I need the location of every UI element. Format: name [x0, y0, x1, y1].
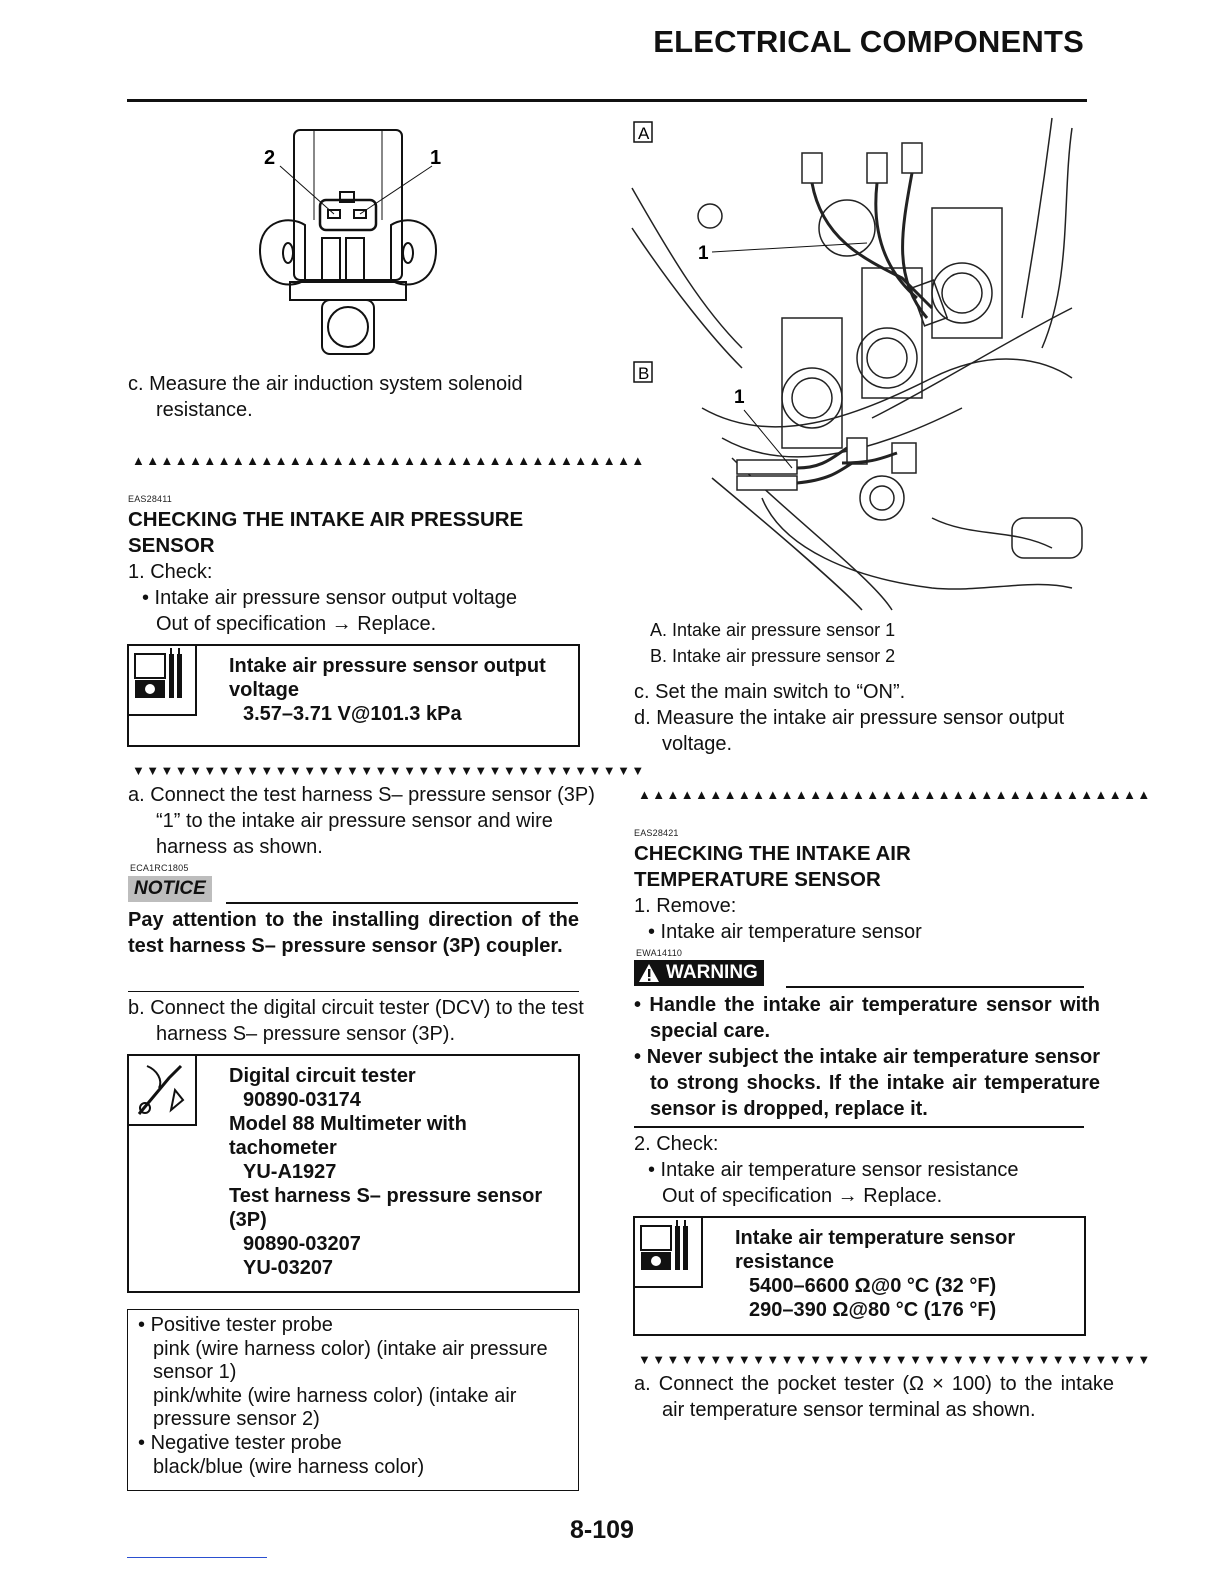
figure-label-a: A [638, 124, 650, 143]
negative-probe: • Negative tester probe [138, 1431, 342, 1454]
tool-3-number-2: YU-03207 [243, 1257, 334, 1279]
step-a-left: a. Connect the test harness S– pressure sensor (3P) “1” to the intake air pressure sensor and wire harness as shown. [128, 784, 595, 858]
tool-3-number-1: 90890-03207 [243, 1233, 361, 1255]
check-step-2: 2. Check: [634, 1133, 719, 1155]
tool-3-name: Test harness S– pressure sensor (3P) [229, 1185, 543, 1231]
procedure-marker: ▼▼▼▼▼▼▼▼▼▼▼▼▼▼▼▼▼▼▼▼▼▼▼▼▼▼▼▼▼▼▼▼▼▼▼▼ [132, 763, 646, 778]
negative-probe-1: black/blue (wire harness color) [153, 1455, 425, 1478]
tool-2-number: YU-A1927 [243, 1161, 337, 1183]
check-bullet: • Intake air pressure sensor output voltage [142, 587, 517, 609]
section-code-right: EAS28421 [634, 828, 679, 838]
tester-icon [635, 1218, 703, 1288]
caption-b: B. Intake air pressure sensor 2 [650, 646, 896, 666]
spec-2-value-2: 290–390 Ω@80 °C (176 °F) [749, 1299, 997, 1321]
notice-end-rule [128, 991, 579, 992]
callout-1-upper: 1 [698, 243, 709, 264]
caption-a: A. Intake air pressure sensor 1 [650, 620, 896, 640]
check-bullet-sub: Out of specification → Replace. [156, 613, 437, 635]
warning-end-rule [634, 1126, 1084, 1128]
tester-icon [129, 646, 197, 716]
tool-2-name: Model 88 Multimeter with tachometer [229, 1113, 467, 1159]
probe-info-box [127, 1309, 579, 1491]
section-heading-intake-air-pressure: CHECKING THE INTAKE AIR PRESSURE SENSOR [128, 508, 524, 557]
positive-probe: • Positive tester probe [138, 1314, 333, 1336]
positive-probe-1: pink (wire harness color) (intake air pressure sensor 1) [153, 1337, 548, 1384]
section-start-marker: ▲▲▲▲▲▲▲▲▲▲▲▲▲▲▲▲▲▲▲▲▲▲▲▲▲▲▲▲▲▲▲▲▲▲▲▲ [132, 453, 646, 468]
footer-rule [127, 1557, 267, 1558]
remove-step: 1. Remove: [634, 895, 737, 917]
notice-rule [226, 902, 578, 904]
tool-icon [129, 1056, 197, 1126]
spec-2-value-1: 5400–6600 Ω@0 °C (32 °F) [749, 1275, 997, 1297]
section-code: EAS28411 [128, 494, 172, 504]
step-d-right: d. Measure the intake air pressure sensor output voltage. [634, 707, 1065, 755]
tool-1-name: Digital circuit tester [229, 1065, 416, 1087]
warning-item-1: • Handle the intake air temperature sensor with special care. [634, 994, 1100, 1042]
callout-1-lower: 1 [734, 387, 745, 408]
intake-sensor-photo-figure [632, 118, 1082, 610]
spec-box-temperature-resistance [633, 1216, 1086, 1336]
warning-item-2: • Never subject the intake air temperature sensor to strong shocks. If the intake air temperature sensor is dropped, replace it. [634, 1046, 1100, 1120]
check-bullet-2: • Intake air temperature sensor resistance [648, 1159, 1019, 1181]
notice-code: ECA1RC1805 [130, 863, 189, 873]
step-c-right: c. Set the main switch to “ON”. [634, 681, 906, 703]
positive-probe-2: pink/white (wire harness color) (intake air pressure sensor 2) [153, 1384, 517, 1431]
notice-label: NOTICE [128, 876, 212, 902]
tool-box [127, 1054, 580, 1293]
procedure-marker-right: ▼▼▼▼▼▼▼▼▼▼▼▼▼▼▼▼▼▼▼▼▼▼▼▼▼▼▼▼▼▼▼▼▼▼▼▼ [638, 1352, 1152, 1367]
notice-text: Pay attention to the installing direction of the test harness S– pressure sensor (3P) coupler. [128, 909, 579, 957]
tool-1-number: 90890-03174 [243, 1089, 361, 1111]
warning-rule [786, 986, 1084, 988]
check-step: 1. Check: [128, 561, 213, 583]
header-rule [127, 99, 1087, 102]
solenoid-connector-figure [250, 120, 450, 360]
step-a-right: a. Connect the pocket tester (Ω × 100) to the intake air temperature sensor terminal as shown. [634, 1373, 1114, 1421]
spec-2-title: Intake air temperature sensor resistance [735, 1227, 1016, 1273]
spec-title: Intake air pressure sensor output voltage [229, 655, 546, 701]
figure-label-b: B [638, 364, 650, 383]
figure-label-1: 1 [430, 147, 442, 169]
step-b-left: b. Connect the digital circuit tester (DCV) to the test harness S– pressure sensor (3P). [128, 997, 584, 1045]
warning-label [634, 960, 764, 986]
step-c-left: c. Measure the air induction system solenoid resistance. [128, 373, 523, 421]
section-start-marker-right: ▲▲▲▲▲▲▲▲▲▲▲▲▲▲▲▲▲▲▲▲▲▲▲▲▲▲▲▲▲▲▲▲▲▲▲▲ [638, 787, 1152, 802]
page-number: 8-109 [570, 1516, 634, 1544]
warning-code: EWA14110 [636, 948, 683, 958]
figure-label-2: 2 [264, 147, 276, 169]
spec-box-output-voltage [127, 644, 580, 747]
section-heading-intake-air-temperature: CHECKING THE INTAKE AIR TEMPERATURE SENSOR [634, 842, 911, 891]
warning-triangle-icon [638, 963, 660, 983]
warning-label-text: WARNING [666, 962, 758, 983]
page-title: ELECTRICAL COMPONENTS [653, 24, 1084, 59]
remove-bullet: • Intake air temperature sensor [648, 921, 922, 943]
spec-value: 3.57–3.71 V@101.3 kPa [243, 703, 462, 725]
check-bullet-2-sub: Out of specification → Replace. [662, 1185, 943, 1207]
